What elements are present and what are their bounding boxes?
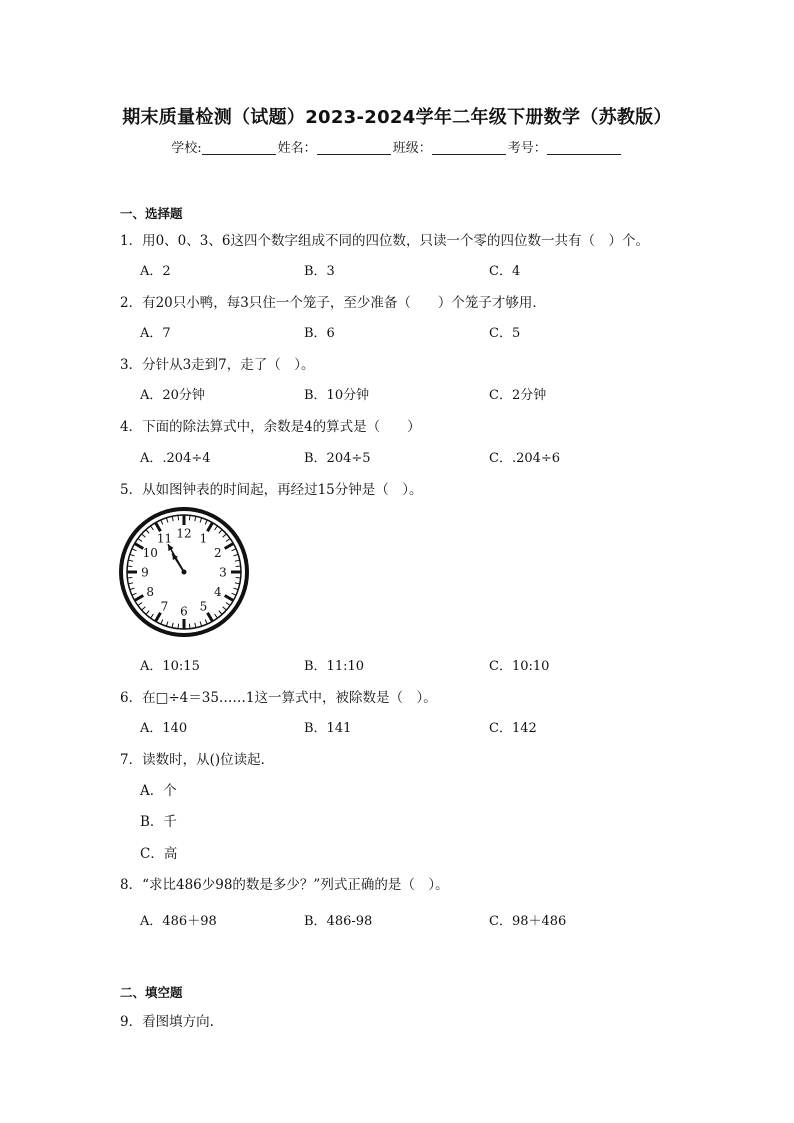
- question-4: 4．下面的除法算式中，余数是4的算式是（ ）: [120, 419, 421, 435]
- option-a[interactable]: A．个: [140, 783, 177, 799]
- minute-tick: [236, 577, 241, 578]
- minute-tick: [127, 577, 132, 578]
- clock-number: 7: [160, 599, 169, 614]
- option-c[interactable]: C．4: [489, 264, 521, 279]
- option-b[interactable]: B．千: [140, 814, 177, 830]
- student-info-line: [0, 140, 794, 158]
- question-2: 2．有20只小鸭，每3只住一个笼子，至少准备（ ）个笼子才够用．: [120, 295, 546, 311]
- question-9: 9．看图填方向.: [120, 1014, 214, 1030]
- minute-tick: [178, 515, 179, 520]
- minute-tick: [178, 624, 179, 629]
- option-a[interactable]: A．140: [140, 721, 188, 736]
- question-3: 3．分针从3走到7，走了（ ）。: [120, 357, 315, 373]
- question-8: 8．“求比486少98的数是多少？”列式正确的是（ ）。: [120, 877, 449, 893]
- name-label: 姓名：: [277, 141, 317, 156]
- option-b[interactable]: B．6: [304, 326, 335, 341]
- clock-center: [182, 570, 187, 575]
- option-c[interactable]: C．.204÷6: [489, 451, 561, 466]
- option-a[interactable]: A．10:15: [140, 659, 200, 674]
- minute-tick: [189, 624, 190, 629]
- clock-number: 2: [213, 546, 222, 560]
- minute-tick: [236, 566, 241, 567]
- class-label: 班级：: [392, 141, 432, 156]
- option-c[interactable]: C．5: [489, 326, 521, 341]
- clock-number: 9: [141, 565, 149, 580]
- clock-number: 11: [156, 531, 173, 546]
- option-b[interactable]: B．486-98: [304, 914, 373, 929]
- option-c[interactable]: C．2分钟: [489, 388, 547, 403]
- school-label: 学校:: [171, 141, 202, 156]
- clock-number: 10: [142, 546, 158, 560]
- minute-tick: [127, 566, 132, 567]
- page-title: 期末质量检测（试题）2023-2024学年二年级下册数学（苏教版）: [122, 107, 672, 128]
- option-a[interactable]: A．486＋98: [140, 914, 217, 929]
- clock-number: 5: [199, 599, 208, 614]
- question-1: 1．用0、0、3、6这四个数字组成不同的四位数，只读一个零的四位数一共有（ ）个。: [120, 233, 649, 249]
- exam-no-blank[interactable]: [547, 140, 621, 155]
- clock-number: 6: [180, 604, 188, 619]
- question-5: 5．从如图钟表的时间起，再经过15分钟是（ ）。: [120, 482, 423, 498]
- option-b[interactable]: B．11:10: [304, 659, 365, 674]
- class-blank[interactable]: [432, 140, 506, 155]
- option-b[interactable]: B．3: [304, 264, 335, 279]
- school-blank[interactable]: [202, 140, 276, 155]
- section-heading-choice: 一、选择题: [120, 206, 183, 221]
- option-c[interactable]: C．98＋486: [489, 914, 567, 929]
- option-a[interactable]: A．2: [140, 264, 171, 279]
- option-b[interactable]: B．204÷5: [304, 451, 371, 466]
- option-c[interactable]: C．高: [140, 846, 178, 862]
- option-c[interactable]: C．10:10: [489, 659, 550, 674]
- option-c[interactable]: C．142: [489, 721, 537, 736]
- option-a[interactable]: A．.204÷4: [140, 451, 211, 466]
- exam-no-label: 考号：: [507, 141, 547, 156]
- clock-number: 4: [213, 585, 222, 599]
- name-blank[interactable]: [317, 140, 391, 155]
- option-b[interactable]: B．10分钟: [304, 388, 370, 403]
- question-7: 7．读数时，从()位读起．: [120, 752, 275, 768]
- option-a[interactable]: A．7: [140, 326, 171, 341]
- option-a[interactable]: A．20分钟: [140, 388, 205, 403]
- clock-icon: [118, 506, 250, 638]
- clock-number: 12: [176, 526, 192, 541]
- option-b[interactable]: B．141: [304, 721, 352, 736]
- clock-number: 1: [199, 531, 208, 546]
- question-6: 6．在□÷4＝35……1这一算式中，被除数是（ ）。: [120, 690, 437, 706]
- clock-number: 3: [219, 565, 227, 580]
- clock-number: 8: [146, 585, 155, 599]
- section-heading-fill: 二、填空题: [120, 985, 183, 1000]
- minute-tick: [189, 515, 190, 520]
